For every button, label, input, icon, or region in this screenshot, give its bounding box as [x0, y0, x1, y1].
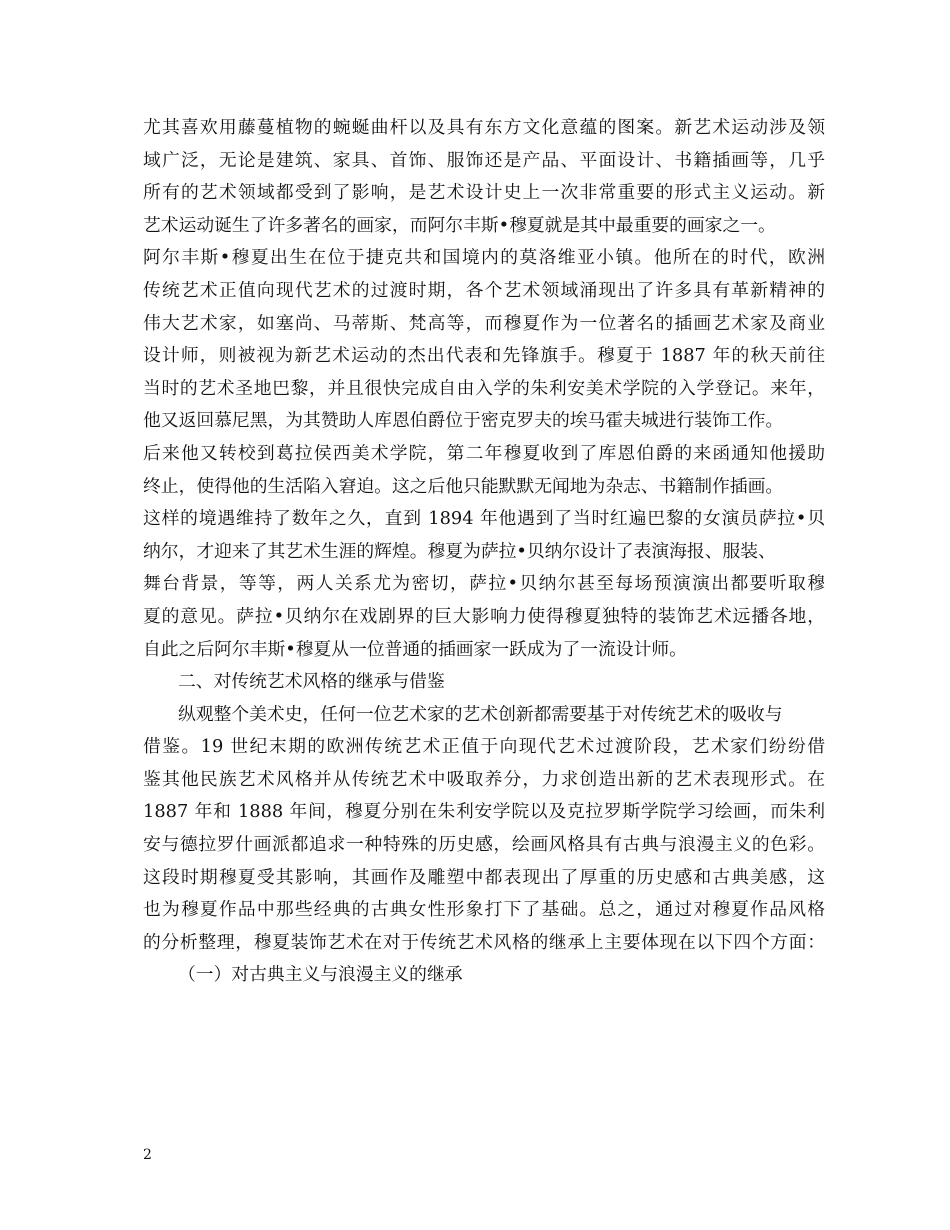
text-line: 后来他又转校到葛拉侯西美术学院，第二年穆夏收到了库恩伯爵的来函通知他援助 [143, 442, 825, 464]
text-line: 他又返回慕尼黑，为其赞助人库恩伯爵位于密克罗夫的埃马霍夫城进行装饰工作。 [143, 410, 784, 432]
text-line: 终止，使得他的生活陷入窘迫。这之后他只能默默无闻地为杂志、书籍制作插画。 [143, 475, 784, 497]
text-line: 自此之后阿尔丰斯•穆夏从一位普通的插画家一跃成为了一流设计师。 [143, 638, 687, 660]
text-line: 这样的境遇维持了数年之久，直到 1894 年他遇到了当时红遍巴黎的女演员萨拉•贝 [143, 508, 825, 530]
text-line: 这段时期穆夏受其影响，其画作及雕塑中都表现出了厚重的历史感和古典美感，这 [143, 866, 825, 888]
text-line: 纵观整个美术史，任何一位艺术家的艺术创新都需要基于对传统艺术的吸收与 [178, 703, 783, 725]
section-heading: 二、对传统艺术风格的继承与借鉴 [178, 671, 445, 693]
text-line: 传统艺术正值向现代艺术的过渡时期，各个艺术领域涌现出了许多具有革新精神的 [143, 279, 825, 301]
text-line: 也为穆夏作品中那些经典的古典女性形象打下了基础。总之，通过对穆夏作品风格 [143, 899, 825, 921]
text-line: 当时的艺术圣地巴黎，并且很快完成自由入学的朱利安美术学院的入学登记。来年， [143, 377, 825, 399]
subsection-heading: （一）对古典主义与浪漫主义的继承 [178, 964, 463, 986]
text-line: 夏的意见。萨拉•贝纳尔在戏剧界的巨大影响力使得穆夏独特的装饰艺术远播各地， [143, 605, 825, 627]
text-line: 艺术运动诞生了许多著名的画家，而阿尔丰斯•穆夏就是其中最重要的画家之一。 [143, 214, 776, 236]
text-line: 所有的艺术领域都受到了影响，是艺术设计史上一次非常重要的形式主义运动。新 [143, 182, 825, 204]
text-line: 借鉴。19 世纪末期的欧洲传统艺术正值于向现代艺术过渡阶段，艺术家们纷纷借 [143, 736, 825, 758]
text-line: 1887 年和 1888 年间，穆夏分别在朱利安学院以及克拉罗斯学院学习绘画，而朱利 [143, 801, 825, 823]
text-line: 尤其喜欢用藤蔓植物的蜿蜒曲杆以及具有东方文化意蕴的图案。新艺术运动涉及领 [143, 117, 825, 138]
text-line: 舞台背景，等等，两人关系尤为密切，萨拉•贝纳尔甚至每场预演演出都要听取穆 [143, 573, 825, 595]
text-line: 纳尔，才迎来了其艺术生涯的辉煌。穆夏为萨拉•贝纳尔设计了表演海报、服装、 [143, 540, 776, 562]
text-line: 设计师，则被视为新艺术运动的杰出代表和先锋旗手。穆夏于 1887 年的秋天前往 [143, 345, 825, 367]
text-line: 阿尔丰斯•穆夏出生在位于捷克共和国境内的莫洛维亚小镇。他所在的时代，欧洲 [143, 247, 825, 269]
text-line: 的分析整理，穆夏装饰艺术在对于传统艺术风格的继承上主要体现在以下四个方面： [143, 931, 825, 953]
text-line: 安与德拉罗什画派都追求一种特殊的历史感，绘画风格具有古典与浪漫主义的色彩。 [143, 834, 825, 856]
text-line: 鉴其他民族艺术风格并从传统艺术中吸取养分，力求创造出新的艺术表现形式。在 [143, 768, 825, 790]
body-text [143, 112, 825, 992]
page-number: 2 [143, 1147, 152, 1163]
text-line: 域广泛，无论是建筑、家具、首饰、服饰还是产品、平面设计、书籍插画等，几乎 [143, 149, 825, 171]
text-line: 伟大艺术家，如塞尚、马蒂斯、梵高等，而穆夏作为一位著名的插画艺术家及商业 [143, 312, 825, 334]
